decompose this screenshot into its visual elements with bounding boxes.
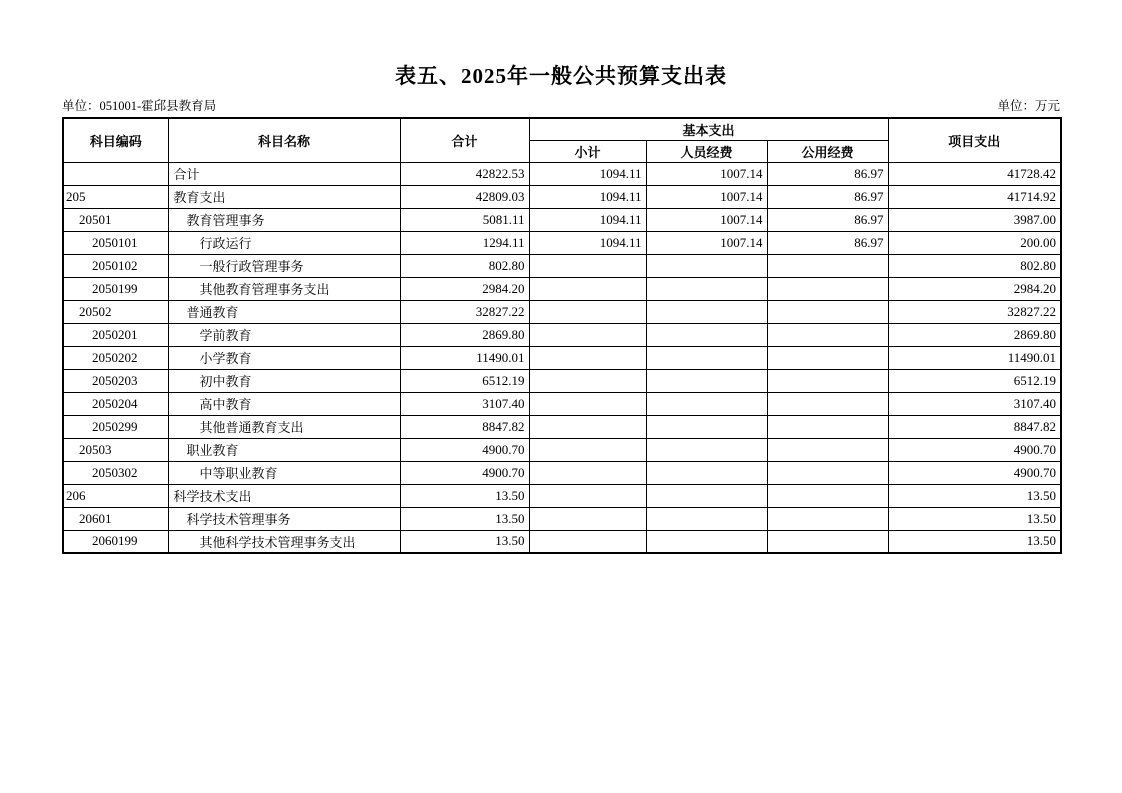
personnel-funds-cell: 1007.14 [646, 231, 767, 254]
header-subject-code: 科目编码 [63, 118, 168, 162]
table-row [63, 461, 1061, 484]
subject-code-cell: 20501 [63, 208, 168, 231]
project-expenditure-cell: 6512.19 [888, 369, 1061, 392]
subject-name-cell: 初中教育 [168, 369, 400, 392]
total-cell: 1294.11 [400, 231, 529, 254]
public-funds-cell [767, 484, 888, 507]
personnel-funds-cell [646, 438, 767, 461]
subject-code-cell: 205 [63, 185, 168, 208]
table-row [63, 277, 1061, 300]
document-page [0, 62, 1122, 793]
total-cell: 42809.03 [400, 185, 529, 208]
total-cell: 8847.82 [400, 415, 529, 438]
subtotal-cell [529, 346, 646, 369]
total-cell: 2869.80 [400, 323, 529, 346]
subtotal-cell [529, 415, 646, 438]
subtotal-cell [529, 392, 646, 415]
personnel-funds-cell [646, 346, 767, 369]
header-subject-name: 科目名称 [168, 118, 400, 162]
subtotal-cell [529, 369, 646, 392]
personnel-funds-cell [646, 392, 767, 415]
subject-code-cell: 206 [63, 484, 168, 507]
project-expenditure-cell: 8847.82 [888, 415, 1061, 438]
subject-code-cell [63, 162, 168, 185]
table-row [63, 231, 1061, 254]
subtotal-cell: 1094.11 [529, 208, 646, 231]
subtotal-cell [529, 484, 646, 507]
total-cell: 5081.11 [400, 208, 529, 231]
public-funds-cell [767, 369, 888, 392]
currency-unit-label: 单位：万元 [997, 99, 1060, 113]
table-row [63, 392, 1061, 415]
project-expenditure-cell: 41714.92 [888, 185, 1061, 208]
unit-info-row [62, 98, 1060, 114]
personnel-funds-cell [646, 254, 767, 277]
header-total: 合计 [400, 118, 529, 162]
subject-name-cell: 教育支出 [168, 185, 400, 208]
subject-name-cell: 其他普通教育支出 [168, 415, 400, 438]
table-header [63, 118, 1061, 162]
subtotal-cell [529, 507, 646, 530]
table-row [63, 530, 1061, 553]
public-funds-cell: 86.97 [767, 231, 888, 254]
total-cell: 13.50 [400, 530, 529, 553]
subject-code-cell: 2050199 [63, 277, 168, 300]
personnel-funds-cell [646, 415, 767, 438]
personnel-funds-cell [646, 277, 767, 300]
subtotal-cell: 1094.11 [529, 185, 646, 208]
subtotal-cell: 1094.11 [529, 231, 646, 254]
public-funds-cell: 86.97 [767, 208, 888, 231]
table-row [63, 323, 1061, 346]
table-row [63, 346, 1061, 369]
public-funds-cell [767, 507, 888, 530]
subject-name-cell: 其他科学技术管理事务支出 [168, 530, 400, 553]
project-expenditure-cell: 4900.70 [888, 438, 1061, 461]
public-funds-cell [767, 438, 888, 461]
public-funds-cell [767, 415, 888, 438]
total-cell: 11490.01 [400, 346, 529, 369]
table-row [63, 507, 1061, 530]
subtotal-cell [529, 300, 646, 323]
project-expenditure-cell: 13.50 [888, 530, 1061, 553]
table-row [63, 300, 1061, 323]
subtotal-cell [529, 277, 646, 300]
public-funds-cell [767, 323, 888, 346]
subject-name-cell: 科学技术管理事务 [168, 507, 400, 530]
total-cell: 6512.19 [400, 369, 529, 392]
total-cell: 802.80 [400, 254, 529, 277]
public-funds-cell [767, 254, 888, 277]
project-expenditure-cell: 3987.00 [888, 208, 1061, 231]
subtotal-cell [529, 254, 646, 277]
personnel-funds-cell [646, 369, 767, 392]
project-expenditure-cell: 802.80 [888, 254, 1061, 277]
personnel-funds-cell [646, 507, 767, 530]
unit-name-label: 单位：051001-霍邱县教育局 [62, 99, 217, 113]
total-cell: 13.50 [400, 507, 529, 530]
header-subtotal: 小计 [529, 140, 646, 162]
personnel-funds-cell: 1007.14 [646, 208, 767, 231]
total-cell: 4900.70 [400, 438, 529, 461]
personnel-funds-cell [646, 461, 767, 484]
subject-name-cell: 中等职业教育 [168, 461, 400, 484]
total-cell: 2984.20 [400, 277, 529, 300]
header-public-funds: 公用经费 [767, 140, 888, 162]
table-row [63, 415, 1061, 438]
personnel-funds-cell [646, 530, 767, 553]
subtotal-cell [529, 438, 646, 461]
subject-code-cell: 20503 [63, 438, 168, 461]
personnel-funds-cell: 1007.14 [646, 185, 767, 208]
table-body [63, 162, 1061, 553]
subject-name-cell: 普通教育 [168, 300, 400, 323]
header-personnel-funds: 人员经费 [646, 140, 767, 162]
table-row [63, 369, 1061, 392]
subject-name-cell: 教育管理事务 [168, 208, 400, 231]
subject-name-cell: 合计 [168, 162, 400, 185]
subtotal-cell [529, 461, 646, 484]
public-funds-cell [767, 300, 888, 323]
table-row [63, 484, 1061, 507]
table-row [63, 254, 1061, 277]
public-funds-cell [767, 461, 888, 484]
page-title: 表五、2025年一般公共预算支出表 [395, 64, 727, 88]
subject-name-cell: 一般行政管理事务 [168, 254, 400, 277]
project-expenditure-cell: 2984.20 [888, 277, 1061, 300]
subject-code-cell: 2050102 [63, 254, 168, 277]
header-basic-expenditure: 基本支出 [529, 118, 888, 140]
total-cell: 42822.53 [400, 162, 529, 185]
personnel-funds-cell [646, 484, 767, 507]
total-cell: 4900.70 [400, 461, 529, 484]
project-expenditure-cell: 200.00 [888, 231, 1061, 254]
project-expenditure-cell: 11490.01 [888, 346, 1061, 369]
subject-code-cell: 2050203 [63, 369, 168, 392]
table-row [63, 208, 1061, 231]
subject-code-cell: 2050201 [63, 323, 168, 346]
subject-code-cell: 2050202 [63, 346, 168, 369]
subject-code-cell: 2060199 [63, 530, 168, 553]
subject-code-cell: 20502 [63, 300, 168, 323]
project-expenditure-cell: 3107.40 [888, 392, 1061, 415]
project-expenditure-cell: 13.50 [888, 484, 1061, 507]
public-funds-cell [767, 392, 888, 415]
project-expenditure-cell: 32827.22 [888, 300, 1061, 323]
public-funds-cell [767, 346, 888, 369]
table-row [63, 185, 1061, 208]
subject-name-cell: 学前教育 [168, 323, 400, 346]
subject-name-cell: 小学教育 [168, 346, 400, 369]
total-cell: 3107.40 [400, 392, 529, 415]
subject-code-cell: 2050204 [63, 392, 168, 415]
subtotal-cell: 1094.11 [529, 162, 646, 185]
project-expenditure-cell: 2869.80 [888, 323, 1061, 346]
project-expenditure-cell: 41728.42 [888, 162, 1061, 185]
public-funds-cell: 86.97 [767, 162, 888, 185]
personnel-funds-cell [646, 323, 767, 346]
subject-name-cell: 行政运行 [168, 231, 400, 254]
project-expenditure-cell: 4900.70 [888, 461, 1061, 484]
subject-code-cell: 2050101 [63, 231, 168, 254]
subject-name-cell: 其他教育管理事务支出 [168, 277, 400, 300]
project-expenditure-cell: 13.50 [888, 507, 1061, 530]
table-row [63, 438, 1061, 461]
budget-expenditure-table [62, 117, 1062, 554]
personnel-funds-cell: 1007.14 [646, 162, 767, 185]
table-row [63, 162, 1061, 185]
subtotal-cell [529, 530, 646, 553]
subtotal-cell [529, 323, 646, 346]
subject-name-cell: 职业教育 [168, 438, 400, 461]
subject-name-cell: 科学技术支出 [168, 484, 400, 507]
subject-name-cell: 高中教育 [168, 392, 400, 415]
public-funds-cell [767, 530, 888, 553]
subject-code-cell: 2050302 [63, 461, 168, 484]
public-funds-cell: 86.97 [767, 185, 888, 208]
header-project-expenditure: 项目支出 [888, 118, 1061, 162]
total-cell: 13.50 [400, 484, 529, 507]
subject-code-cell: 2050299 [63, 415, 168, 438]
total-cell: 32827.22 [400, 300, 529, 323]
public-funds-cell [767, 277, 888, 300]
subject-code-cell: 20601 [63, 507, 168, 530]
personnel-funds-cell [646, 300, 767, 323]
